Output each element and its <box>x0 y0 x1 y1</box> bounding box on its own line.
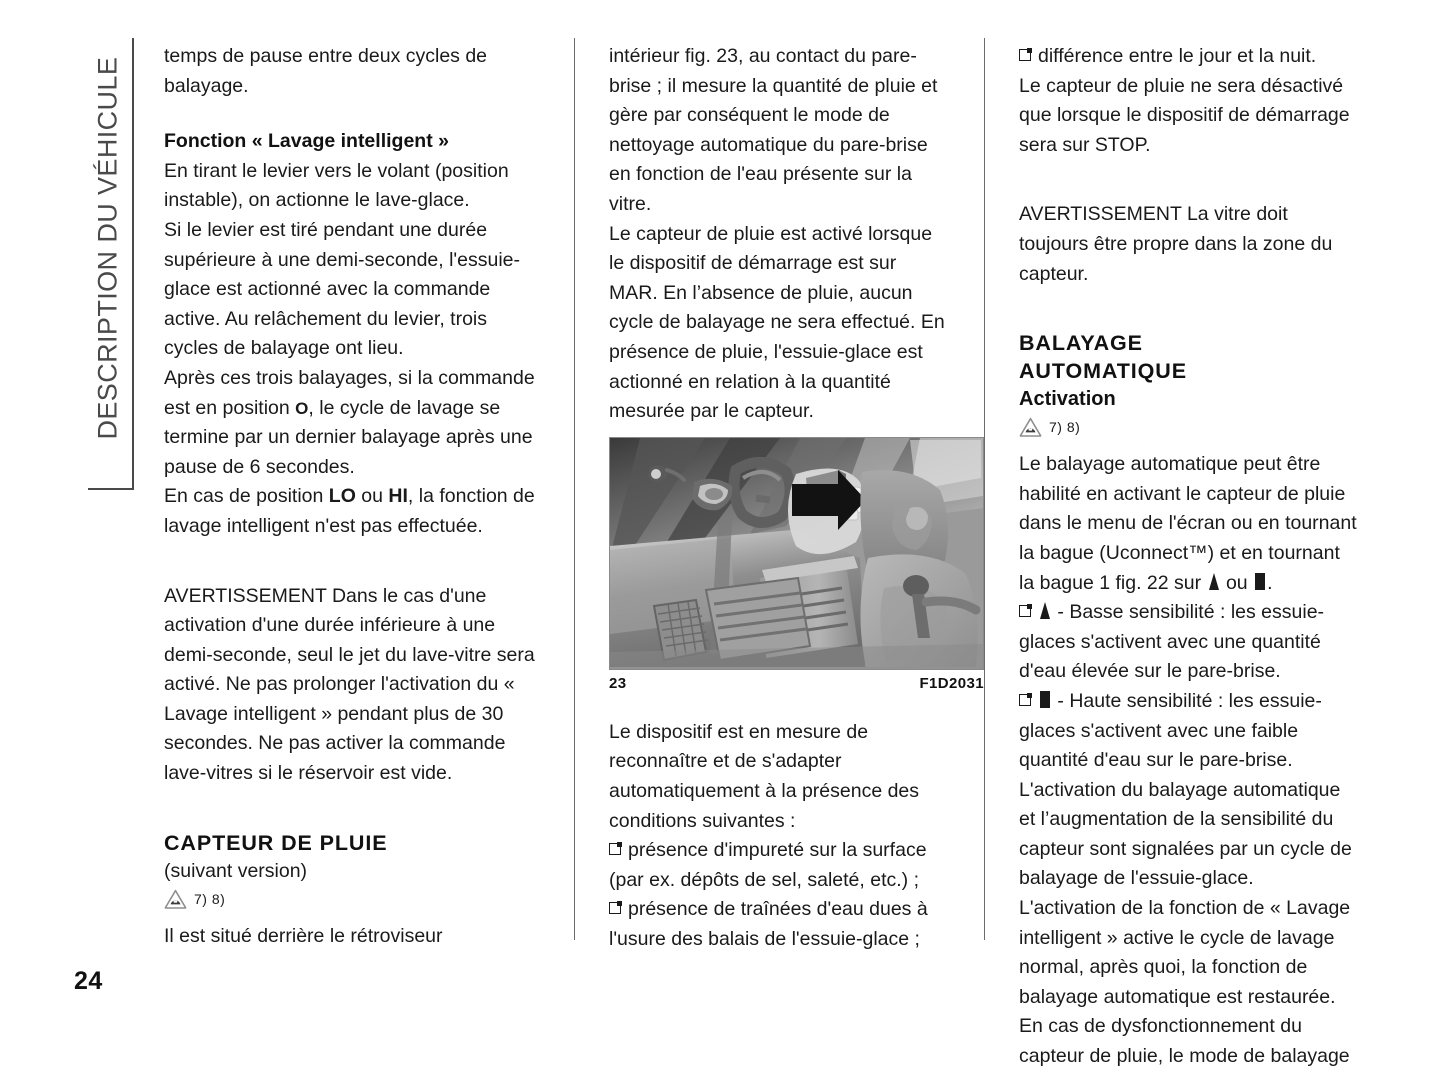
para-rain-sensor-location: Il est situé derrière le rétroviseur <box>164 925 443 948</box>
warning-reference-row-left <box>164 886 539 912</box>
para-smart-wash-2: Si le levier est tiré pendant une durée supérieure à une demi-seconde, l'essuie-glace est actionné avec la commande active. Au relâchement du levier, trois cycles de balayage ont lieu. <box>164 218 521 360</box>
para-4-tail: , la fonction de lavage intelligent n'est pas effectuée. <box>164 485 535 537</box>
para-smart-wash-1: En tirant le levier vers le volant (position instable), on actionne le lave-glace. <box>164 159 509 212</box>
list-item-label: présence de traînées d'eau dues à l'usure des balais de l'essuie-glace ; <box>609 898 928 950</box>
spacer <box>1019 160 1359 200</box>
rain-sensor-subtitle: (suivant version) <box>164 859 308 882</box>
para-3-tail: , le cycle de lavage se termine par un dernier balayage après une pause de 6 secondes. <box>164 396 533 478</box>
heading-rain-sensor: CAPTEUR DE PLUIE <box>164 830 388 855</box>
column-left <box>164 42 539 947</box>
para-right-2-end: . <box>1267 571 1273 594</box>
para-right-4: L'activation de la fonction de « Lavage intelligent » active le cycle de lavage normal, après quoi, la fonction de balayage automatique est restaurée. <box>1019 897 1351 1008</box>
para-3-lead: Après ces trois balayages, si la commande est en position <box>164 366 535 419</box>
low-sensitivity-icon <box>1209 573 1219 590</box>
chapter-tab-label: DESCRIPTION DU VÉHICULE <box>92 56 123 440</box>
para-continued: temps de pause entre deux cycles de balayage. <box>164 45 488 97</box>
subheading-activation: Activation <box>1019 388 1116 411</box>
chapter-tab-rule-bottom <box>88 488 134 490</box>
figure-caption <box>609 675 984 692</box>
para-right-2 <box>1019 450 1359 598</box>
heading-auto-wipe-line2: AUTOMATIQUE <box>1019 359 1187 384</box>
spacer <box>164 101 539 127</box>
list-item <box>1019 687 1359 776</box>
spacer <box>609 692 949 718</box>
chapter-tab <box>74 38 134 490</box>
para-right-5: En cas de dysfonctionnement du capteur de pluie, le mode de balayage <box>1019 1015 1350 1068</box>
para-4-lead: En cas de position <box>164 485 329 508</box>
warning-reference-numbers: 7) 8) <box>1049 419 1081 436</box>
list-item <box>1019 42 1359 72</box>
low-sensitivity-icon <box>1040 602 1050 619</box>
square-bullet-icon <box>1019 49 1031 61</box>
list-item <box>609 836 949 895</box>
figure-code: F1D2031 <box>919 674 984 692</box>
heading-auto-wipe-line1: BALAYAGE <box>1019 331 1143 356</box>
column-right <box>984 42 1359 1068</box>
high-sensitivity-icon <box>1040 691 1050 708</box>
list-item <box>609 895 949 954</box>
warning-triangle-icon <box>164 889 187 909</box>
warning-triangle-icon <box>1019 417 1042 437</box>
warning-text-right: AVERTISSEMENT La vitre doit toujours être propre dans la zone du capteur. <box>1019 203 1333 285</box>
spacer <box>609 427 949 437</box>
figure-image-rain-sensor <box>609 437 984 670</box>
para-right-3: L'activation du balayage automatique et l’augmentation de la sensibilité du capteur sont signalées par un cycle de balayage de l'essuie-glace. <box>1019 778 1352 890</box>
columns-container <box>164 42 1379 1068</box>
warning-reference-row-right <box>1019 414 1359 440</box>
para-right-2-mid: ou <box>1220 571 1254 594</box>
warning-reference-numbers: 7) 8) <box>194 891 226 908</box>
column-middle <box>574 42 984 950</box>
spacer <box>1019 289 1359 329</box>
square-bullet-icon <box>609 843 621 855</box>
para-middle-1: intérieur fig. 23, au contact du pare-brise ; il mesure la quantité de pluie et gère par conséquent le mode de nettoyage automatique du pare-brise en fonction de l'eau présente sur la vitre. <box>609 45 938 215</box>
figure-number: 23 <box>609 674 627 692</box>
para-4-mid: ou <box>355 485 389 508</box>
list-item <box>1019 598 1359 687</box>
para-middle-3: Le dispositif est en mesure de reconnaître et de s'adapter automatiquement à la présence des conditions suivantes : <box>609 720 920 832</box>
heading-smart-wash: Fonction « Lavage intelligent » <box>164 130 449 153</box>
spacer <box>164 912 539 922</box>
high-sensitivity-icon <box>1255 573 1265 590</box>
position-o-glyph: O <box>295 398 309 418</box>
page-number: 24 <box>74 967 103 995</box>
para-smart-wash-3 <box>164 364 539 482</box>
list-item-label: présence d'impureté sur la surface (par ex. dépôts de sel, saleté, etc.) ; <box>609 839 927 891</box>
square-bullet-icon <box>1019 694 1031 706</box>
para-middle-2: Le capteur de pluie est activé lorsque le dispositif de démarrage est sur MAR. En l’absence de pluie, aucun cycle de balayage ne sera effectué. En présence de pluie, l'essuie-glace est actionné en relation à la quantité mesurée par le capteur. <box>609 222 945 423</box>
figure-23 <box>609 437 984 692</box>
spacer <box>1019 440 1359 450</box>
square-bullet-icon <box>609 902 621 914</box>
square-bullet-icon <box>1019 605 1031 617</box>
position-hi-label: HI <box>388 485 408 508</box>
warning-text-left: AVERTISSEMENT Dans le cas d'une activation d'une durée inférieure à une demi-seconde, seul le jet du lave-vitre sera activé. Ne pas prolonger l'activation du « Lavage intelligent » pendant plus de 30 secondes. Ne pas activer la commande lave-vitres si le réservoir est vide. <box>164 584 535 785</box>
spacer <box>164 789 539 829</box>
position-lo-label: LO <box>328 485 356 508</box>
chapter-tab-rule <box>132 38 134 490</box>
para-smart-wash-4 <box>164 482 539 541</box>
spacer <box>164 542 539 582</box>
para-right-2-lead: Le balayage automatique peut être habilité en activant le capteur de pluie dans le menu de l'écran ou en tournant la bague (Uconnect™) et en tournant la bague 1 fig. 22 sur <box>1019 453 1357 594</box>
para-right-1: Le capteur de pluie ne sera désactivé que lorsque le dispositif de démarrage sera sur STOP. <box>1019 74 1350 156</box>
list-item-label: - Haute sensibilité : les essuie-glaces s'activent avec une faible quantité d'eau sur le pare-brise. <box>1019 689 1322 772</box>
list-item-label: différence entre le jour et la nuit. <box>1038 45 1317 67</box>
list-item-label: - Basse sensibilité : les essuie-glaces s'activent avec une quantité d'eau élevée sur le pare-brise. <box>1019 601 1325 683</box>
